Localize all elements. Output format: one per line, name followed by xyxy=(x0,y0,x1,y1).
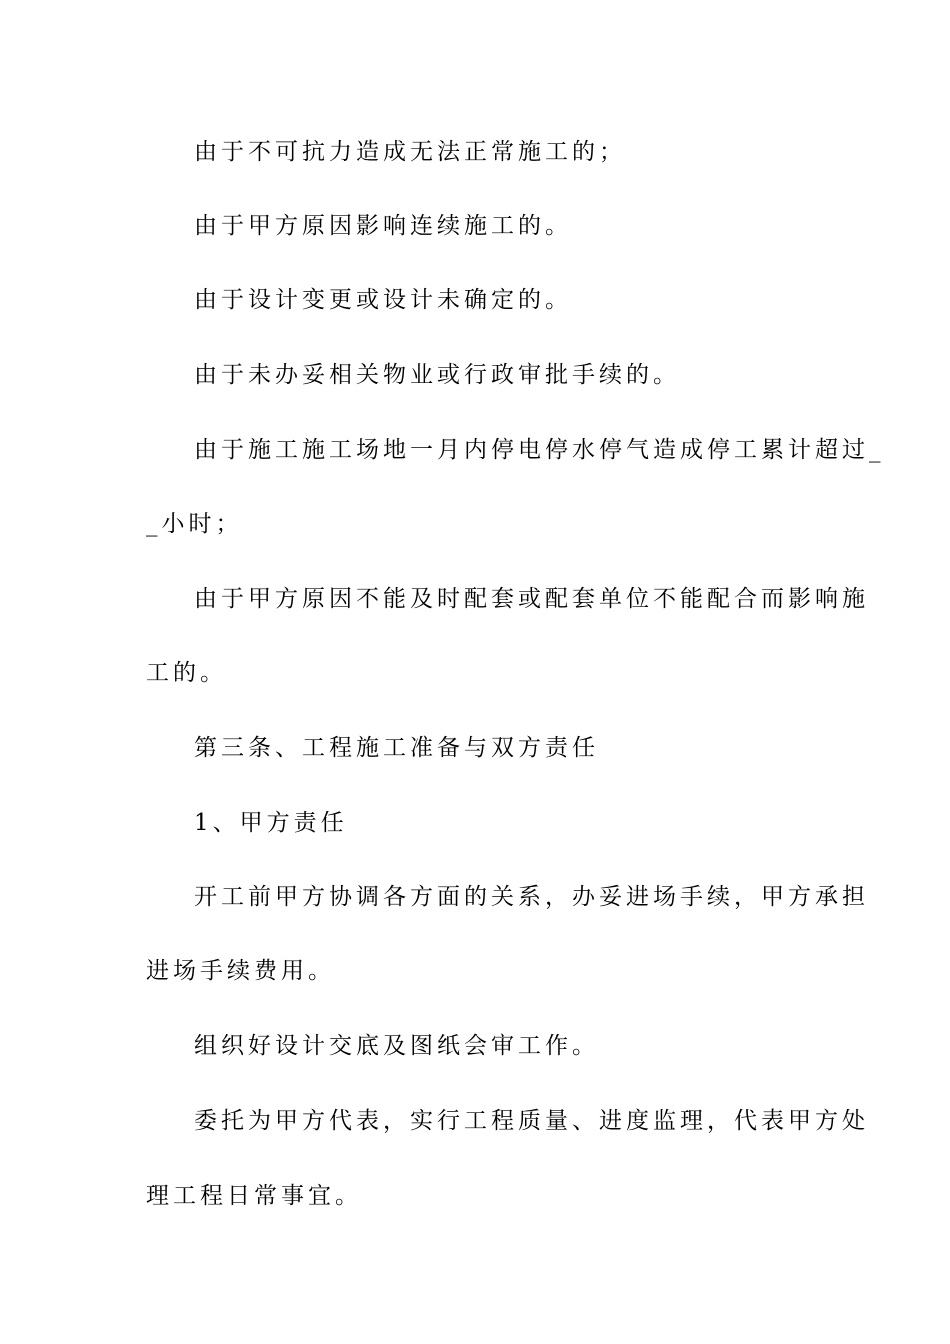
paragraph-line: 由于未办妥相关物业或行政审批手续的。 xyxy=(194,362,680,388)
section-heading: 第三条、工程施工准备与双方责任 xyxy=(194,735,599,761)
paragraph-line: 委托为甲方代表，实行工程质量、进度监理，代表甲方处 xyxy=(194,1108,869,1134)
paragraph-line: 由于设计变更或设计未确定的。 xyxy=(194,287,572,313)
paragraph-line: 由于不可抗力造成无法正常施工的； xyxy=(194,139,626,165)
paragraph-line: _小时； xyxy=(146,511,243,537)
paragraph-line: 开工前甲方协调各方面的关系，办妥进场手续，甲方承担 xyxy=(194,884,869,910)
paragraph-line: 理工程日常事宜。 xyxy=(146,1183,362,1209)
paragraph-line: 由于甲方原因不能及时配套或配套单位不能配合而影响施 xyxy=(194,586,869,612)
subsection-heading: 1、甲方责任 xyxy=(194,810,348,836)
paragraph-line: 由于施工施工场地一月内停电停水停气造成停工累计超过_ xyxy=(194,437,885,463)
paragraph-line: 组织好设计交底及图纸会审工作。 xyxy=(194,1033,599,1059)
paragraph-line: 工的。 xyxy=(146,660,227,686)
paragraph-line: 进场手续费用。 xyxy=(146,958,335,984)
paragraph-line: 由于甲方原因影响连续施工的。 xyxy=(194,213,572,239)
